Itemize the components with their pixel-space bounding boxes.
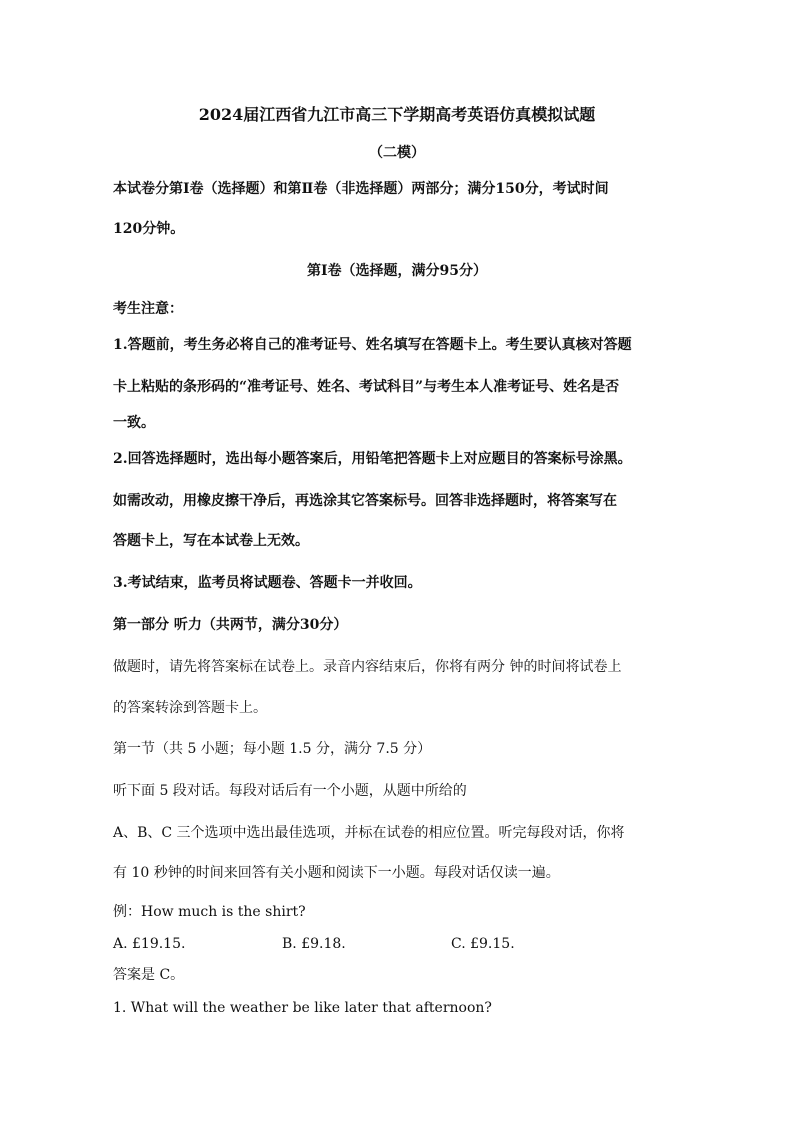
section1-instruction-line: A、B、C 三个选项中选出最佳选项，并标在试卷的相应位置。听完每段对话，你将 — [113, 825, 625, 841]
intro-line-1: 本试卷分第Ⅰ卷（选择题）和第Ⅱ卷（非选择题）两部分；满分150分，考试时间 — [113, 181, 609, 197]
section1-instruction-line: 有 10 秒钟的时间来回答有关小题和阅读下一小题。每段对话仅读一遍。 — [113, 865, 560, 881]
part1-instruction-line: 做题时，请先将答案标在试卷上。录音内容结束后，你将有两分 钟的时间将试卷上 — [113, 659, 622, 675]
section1-instruction-line: 听下面 5 段对话。每段对话后有一个小题，从题中所给的 — [113, 783, 467, 799]
notice-line: 答题卡上，写在本试卷上无效。 — [113, 533, 309, 549]
exam-subtitle: （二模） — [369, 145, 425, 161]
intro-line-2: 120分钟。 — [113, 221, 185, 237]
exam-title: 2024届江西省九江市高三下学期高考英语仿真模拟试题 — [198, 105, 596, 124]
part1-heading: 第一部分 听力（共两节，满分30分） — [113, 617, 348, 633]
notice-line: 卡上粘贴的条形码的“准考证号、姓名、考试科目”与考生本人准考证号、姓名是否 — [113, 379, 620, 395]
notice-heading: 考生注意： — [113, 301, 183, 317]
notice-line: 2.回答选择题时，选出每小题答案后，用铅笔把答题卡上对应题目的答案标号涂黑。 — [113, 451, 632, 467]
question-1: 1. What will the weather be like later that afternoon? — [113, 1000, 492, 1016]
example-question: 例：How much is the shirt? — [113, 904, 306, 920]
example-option-a: A. £19.15. — [113, 936, 186, 952]
section1-heading: 第一节（共 5 小题；每小题 1.5 分，满分 7.5 分） — [113, 741, 432, 757]
part1-instruction-line: 的答案转涂到答题卡上。 — [113, 700, 267, 716]
example-option-b: B. £9.18. — [282, 936, 346, 952]
volume1-heading: 第Ⅰ卷（选择题，满分95分） — [306, 263, 488, 279]
example-answer: 答案是 C。 — [113, 967, 185, 983]
example-option-c: C. £9.15. — [451, 936, 515, 952]
notice-line: 一致。 — [113, 415, 155, 431]
notice-line: 如需改动，用橡皮擦干净后，再选涂其它答案标号。回答非选择题时，将答案写在 — [113, 493, 617, 509]
notice-line: 3.考试结束，监考员将试题卷、答题卡一并收回。 — [113, 575, 422, 591]
notice-line: 1.答题前，考生务必将自己的准考证号、姓名填写在答题卡上。考生要认真核对答题 — [113, 337, 632, 353]
